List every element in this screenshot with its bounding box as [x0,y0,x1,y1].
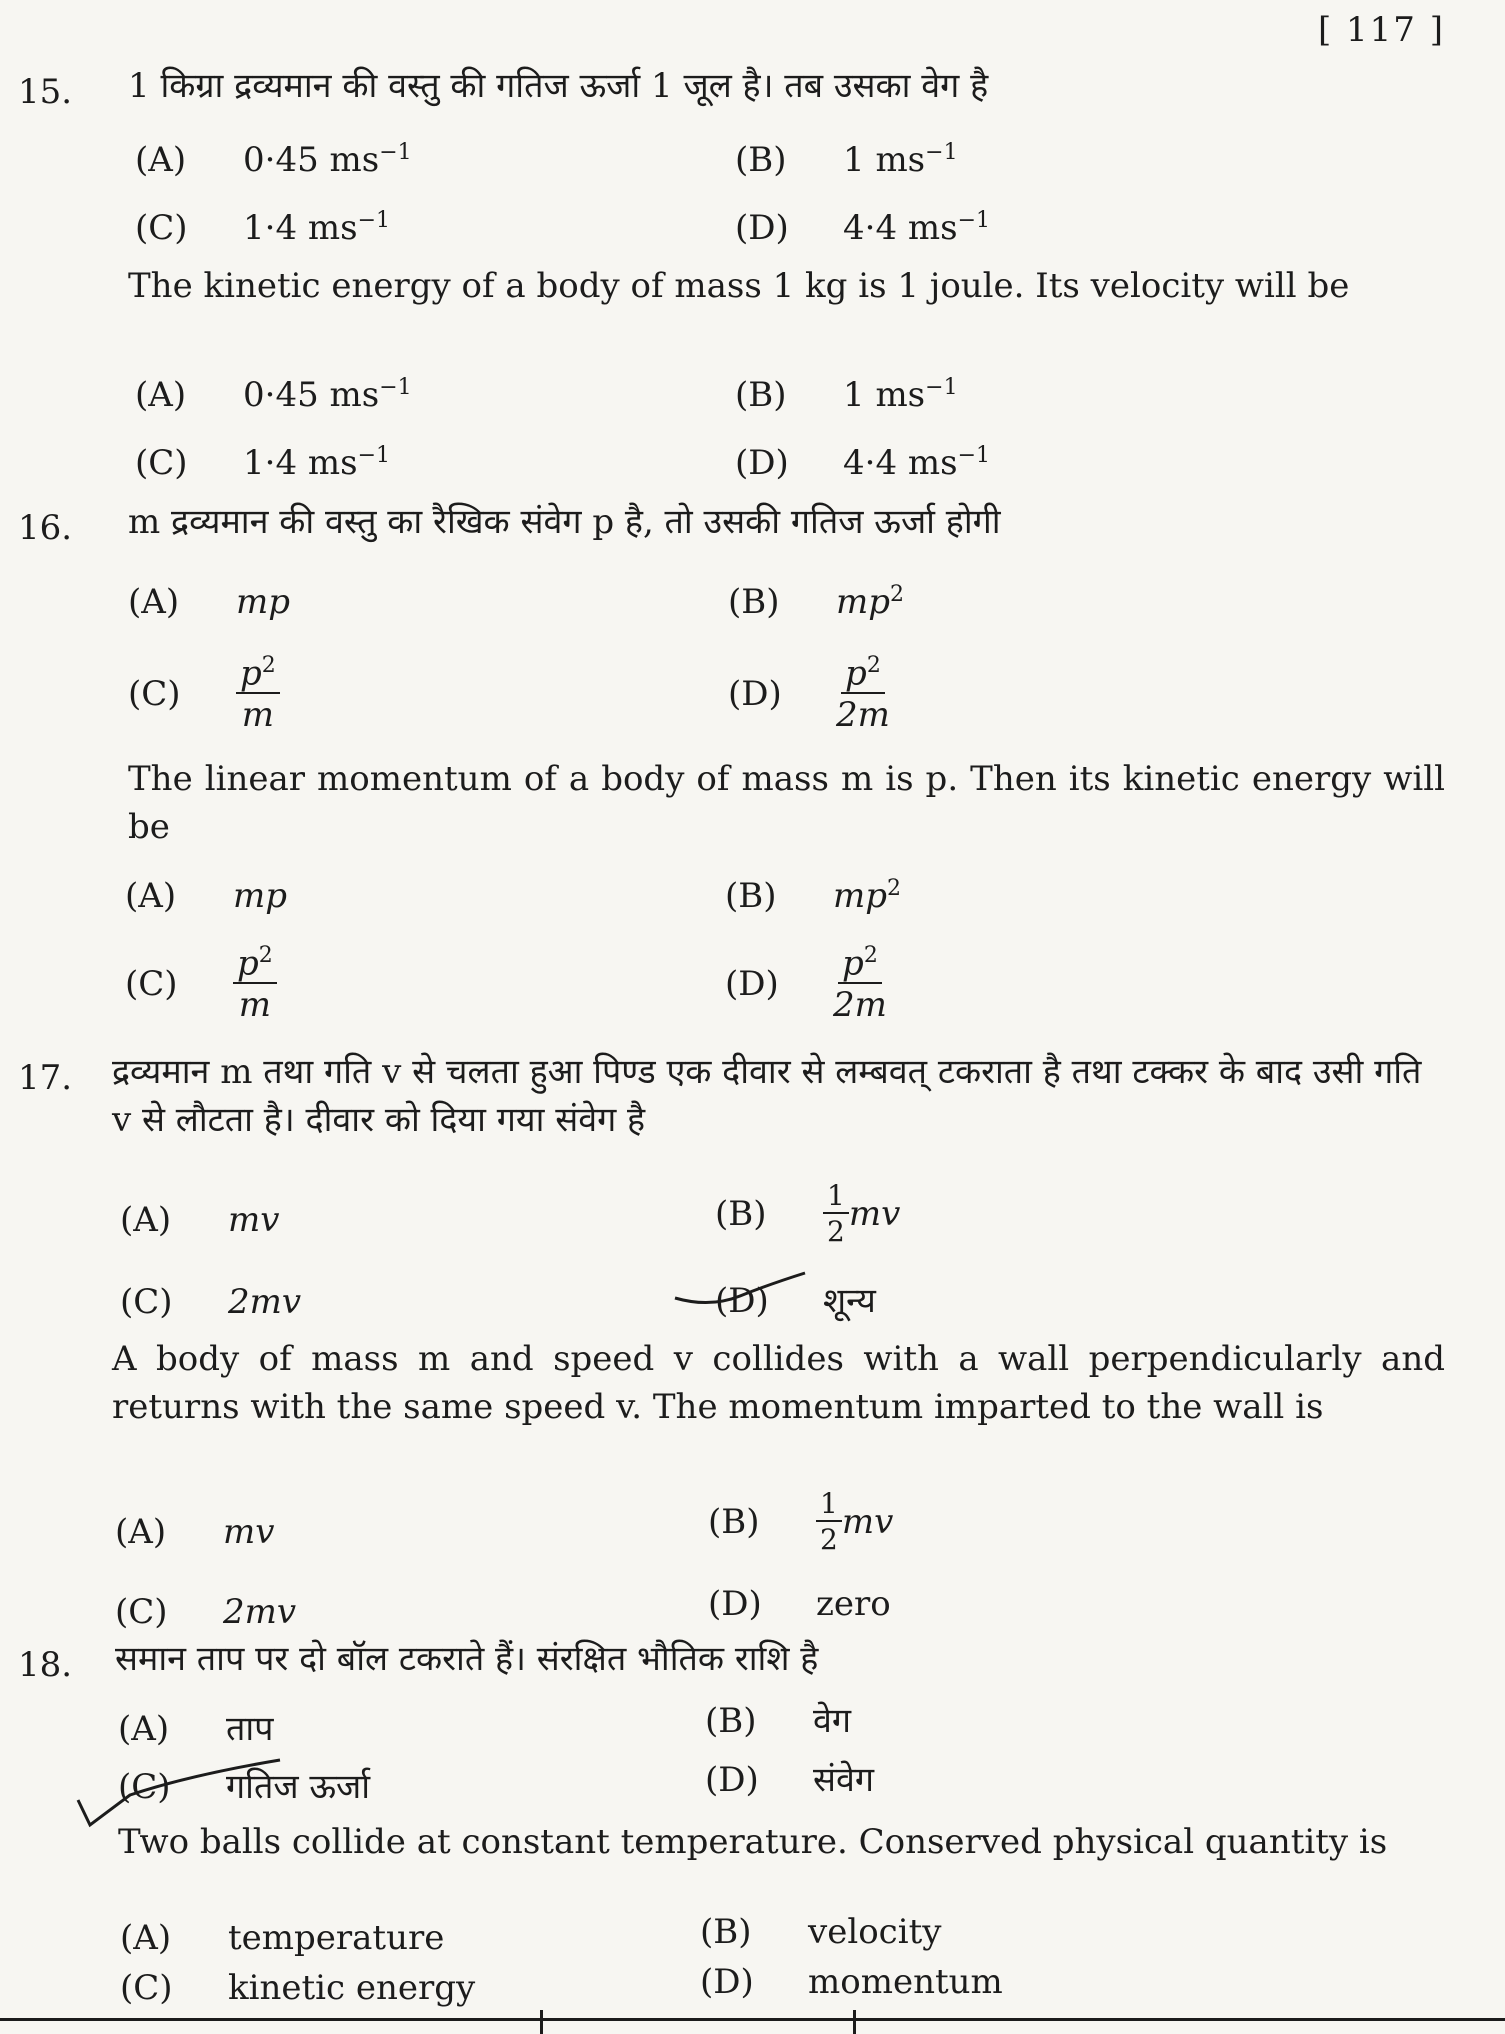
question-stem-english: The linear momentum of a body of mass m is p. Then its kinetic energy will be [128,759,1445,847]
option-b-english: (B) $\frac{1}{2}$ mv [708,1487,894,1556]
question-stem-english: Two balls collide at constant temperature. Conserved physical quantity is [118,1822,1388,1862]
option-a-english: (A) mv [115,1512,275,1552]
option-d-hindi: (D) $\frac{p^2}{2m}$ [728,653,890,736]
pen-tick-mark [70,1755,290,1835]
option-d-english: (D) $\frac{p^2}{2m}$ [725,943,887,1026]
option-c-hindi: (C) $\frac{p^2}{m}$ [128,655,280,732]
option-d-hindi: (D) शून्य [715,1281,876,1321]
question-stem-hindi: द्रव्यमान m तथा गति v से चलता हुआ पिण्ड एक दीवार से लम्बवत् टकराता है तथा टक्कर के बाद उसी गति v से लौटता है। दीवार को दिया गया संवेग है [112,1052,1422,1140]
fraction: $\frac{1}{2}$ [816,1490,842,1554]
option-c-english: (C) kinetic energy [120,1968,476,2008]
question-number: 17. [18,1058,73,1098]
option-d-hindi: (D) संवेग [705,1760,875,1800]
option-b-english: (B) velocity [700,1912,942,1952]
pen-strike-mark [670,1268,810,1318]
option-d-english: (D) 4·4 $ms^{-1}$ [735,443,991,484]
option-a-english: (A) 0·45 $ms^{-1}$ [135,375,412,416]
question-stem-english: A body of mass m and speed v collides with a wall perpendicularly and returns with the same speed v. The momentum imparted to the wall is [112,1339,1445,1427]
question-stem-hindi: m द्रव्यमान की वस्तु का रैखिक संवेग p है, तो उसकी गतिज ऊर्जा होगी [128,502,1001,542]
option-c-hindi: (C) 2mv [120,1282,302,1322]
option-a-english: (A) mp [125,876,288,916]
option-c-hindi: (C) 1·4 $ms^{-1}$ [135,208,391,249]
option-c-hindi: (C) गतिज ऊर्जा [118,1767,371,1807]
question-number: 15. [18,72,73,112]
page-number: [ 117 ] [1317,10,1445,50]
option-d-hindi: (D) 4·4 $ms^{-1}$ [735,208,991,249]
question-number: 16. [18,508,73,548]
option-a-hindi: (A) ताप [118,1709,274,1749]
option-a-hindi: (A) mp [128,582,291,622]
option-b-hindi: (B) 1 $ms^{-1}$ [735,140,958,181]
question-stem-hindi: समान ताप पर दो बॉल टकराते हैं। संरक्षित भौतिक राशि है [115,1639,819,1679]
option-b-hindi: (B) $mp^2$ [728,582,905,623]
option-c-english: (C) 2mv [115,1592,297,1632]
option-b-hindi: (B) वेग [705,1701,852,1741]
question-stem-hindi: 1 किग्रा द्रव्यमान की वस्तु की गतिज ऊर्जा 1 जूल है। तब उसका वेग है [128,66,989,106]
question-number: 18. [18,1645,73,1685]
question-stem-english: The kinetic energy of a body of mass 1 kg is 1 joule. Its velocity will be [128,266,1350,306]
fraction: $\frac{p^2}{m}$ [236,655,280,732]
option-a-english: (A) temperature [120,1918,445,1958]
fraction: $\frac{p^2}{2m}$ [833,943,887,1026]
footer-box [540,2010,856,2034]
option-d-english: (D) momentum [700,1962,1003,2002]
fraction: $\frac{p^2}{m}$ [233,945,277,1022]
option-a-hindi: (A) mv [120,1200,280,1240]
option-a-hindi: (A) 0·45 $ms^{-1}$ [135,140,412,181]
option-b-english: (B) 1 $ms^{-1}$ [735,375,958,416]
option-b-hindi: (B) $\frac{1}{2}$ mv [715,1179,901,1248]
fraction: $\frac{p^2}{2m}$ [836,653,890,736]
option-b-english: (B) $mp^2$ [725,876,902,917]
option-c-english: (C) 1·4 $ms^{-1}$ [135,443,391,484]
fraction: $\frac{1}{2}$ [823,1182,849,1246]
option-c-english: (C) $\frac{p^2}{m}$ [125,945,277,1022]
option-d-english: (D) zero [708,1584,891,1624]
